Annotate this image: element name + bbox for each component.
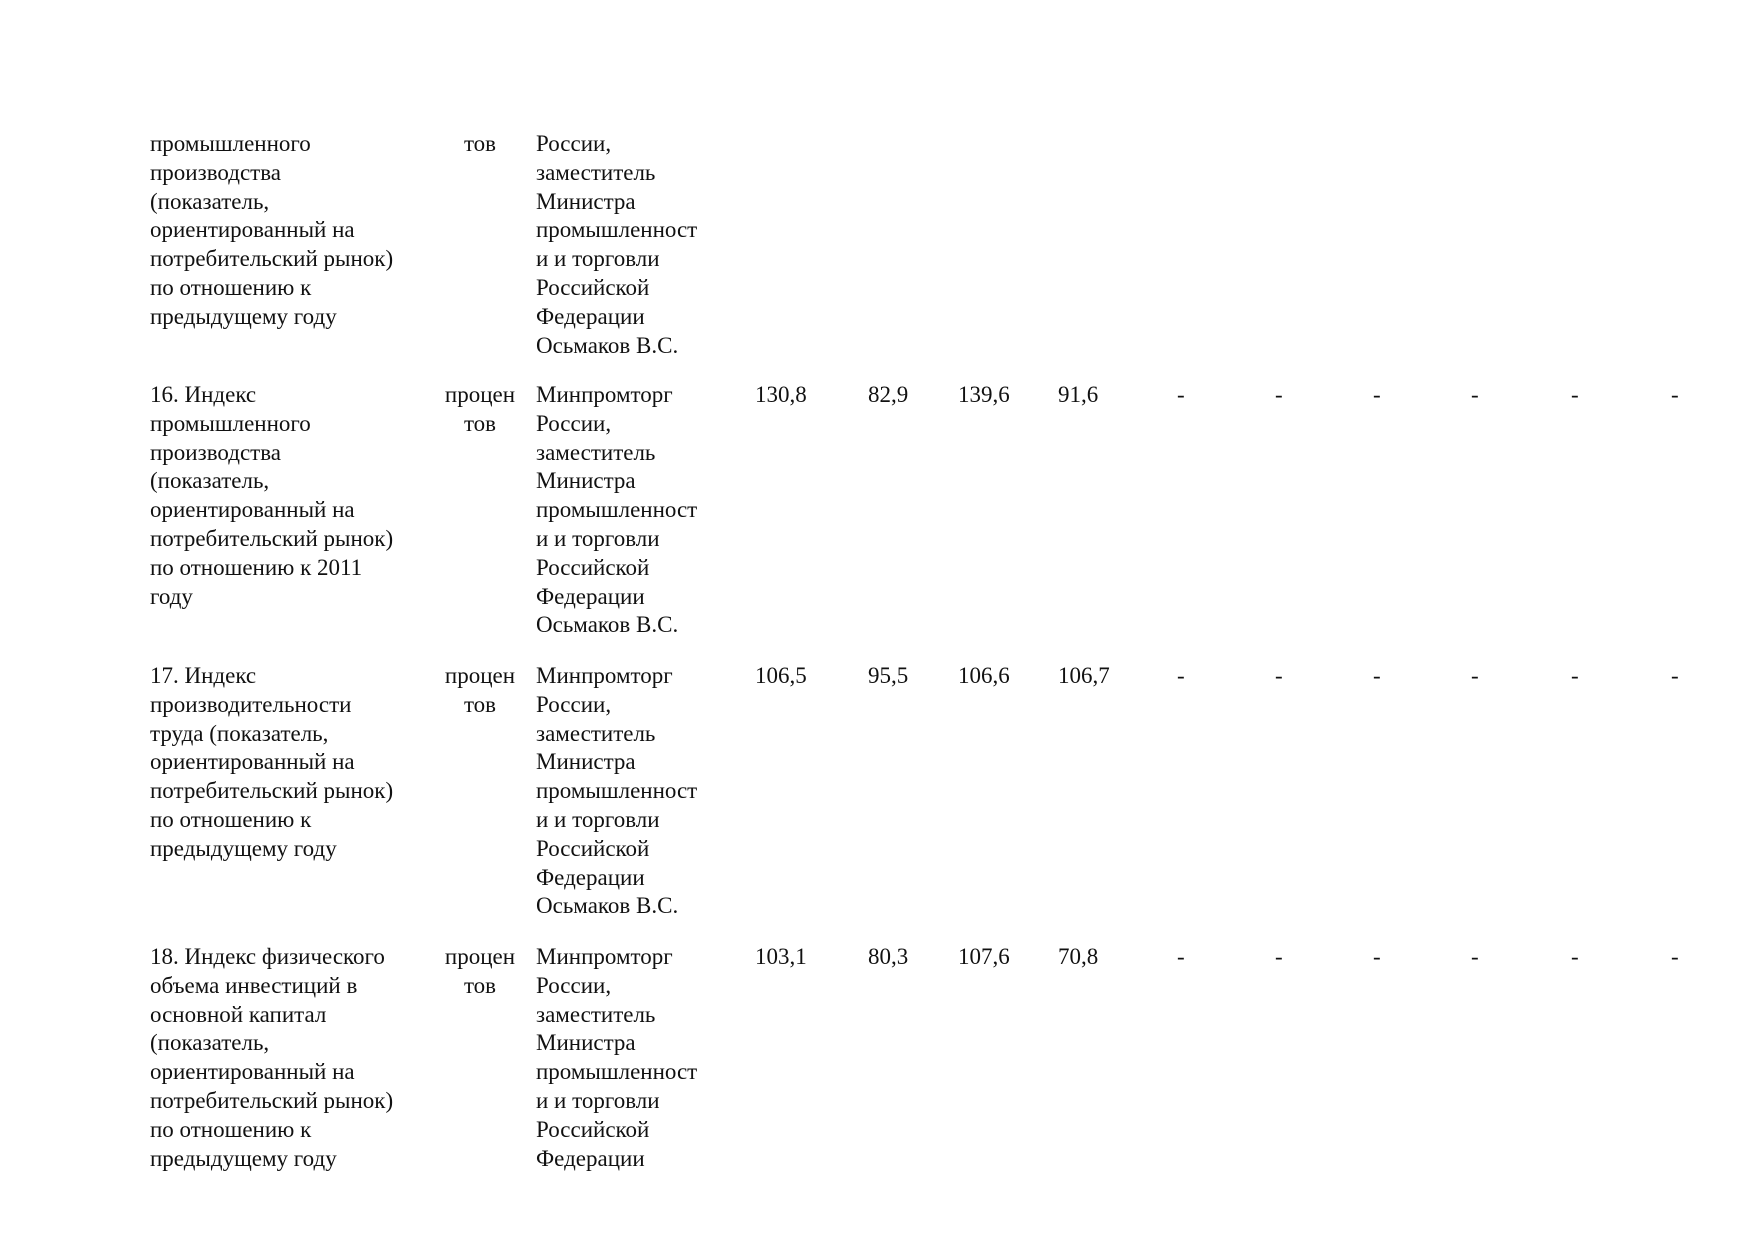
- dash-cell: -: [1275, 382, 1283, 407]
- value-cell: 106,6: [958, 663, 1010, 688]
- indicator-name: 17. Индекс производительности труда (показатель, ориентированный на потребительский рынок) по отношению к предыдущему году: [150, 663, 394, 861]
- dash-cell: -: [1671, 663, 1679, 688]
- dash-cell: -: [1177, 382, 1185, 407]
- responsible-executive: Минпромторг России, заместитель Министра промышленност и и торговли Российской Федерации Осьмаков В.С.: [536, 382, 698, 638]
- dash-cell: -: [1471, 944, 1479, 969]
- value-cell: 103,1: [755, 944, 807, 969]
- dash-cell: -: [1471, 663, 1479, 688]
- responsible-executive: России, заместитель Министра промышленност и и торговли Российской Федерации Осьмаков В.С.: [536, 131, 698, 358]
- unit-of-measure: процен тов: [444, 944, 516, 998]
- unit-of-measure: процен тов: [444, 382, 516, 436]
- dash-cell: -: [1671, 944, 1679, 969]
- dash-cell: -: [1177, 663, 1185, 688]
- dash-cell: -: [1177, 944, 1185, 969]
- indicator-name: промышленного производства (показатель, ориентированный на потребительский рынок) по отношению к предыдущему году: [150, 131, 394, 329]
- value-cell: 139,6: [958, 382, 1010, 407]
- value-cell: 130,8: [755, 382, 807, 407]
- value-cell: 95,5: [868, 663, 909, 688]
- dash-cell: -: [1373, 944, 1381, 969]
- value-cell: 106,5: [755, 663, 807, 688]
- unit-of-measure: тов: [463, 131, 497, 156]
- dash-cell: -: [1275, 944, 1283, 969]
- dash-cell: -: [1571, 944, 1579, 969]
- dash-cell: -: [1571, 663, 1579, 688]
- responsible-executive: Минпромторг России, заместитель Министра промышленност и и торговли Российской Федерации: [536, 944, 698, 1171]
- value-cell: 91,6: [1058, 382, 1099, 407]
- value-cell: 80,3: [868, 944, 909, 969]
- dash-cell: -: [1373, 382, 1381, 407]
- indicator-name: 18. Индекс физического объема инвестиций в основной капитал (показатель, ориентированный на потребительский рынок) по отношению к предыдущему году: [150, 944, 394, 1171]
- unit-of-measure: процен тов: [444, 663, 516, 717]
- indicator-name: 16. Индекс промышленного производства (показатель, ориентированный на потребительский рынок) по отношению к 2011 году: [150, 382, 394, 609]
- value-cell: 70,8: [1058, 944, 1099, 969]
- dash-cell: -: [1275, 663, 1283, 688]
- dash-cell: -: [1471, 382, 1479, 407]
- value-cell: 106,7: [1058, 663, 1110, 688]
- value-cell: 107,6: [958, 944, 1010, 969]
- dash-cell: -: [1571, 382, 1579, 407]
- responsible-executive: Минпромторг России, заместитель Министра промышленност и и торговли Российской Федерации Осьмаков В.С.: [536, 663, 698, 919]
- dash-cell: -: [1373, 663, 1381, 688]
- value-cell: 82,9: [868, 382, 909, 407]
- dash-cell: -: [1671, 382, 1679, 407]
